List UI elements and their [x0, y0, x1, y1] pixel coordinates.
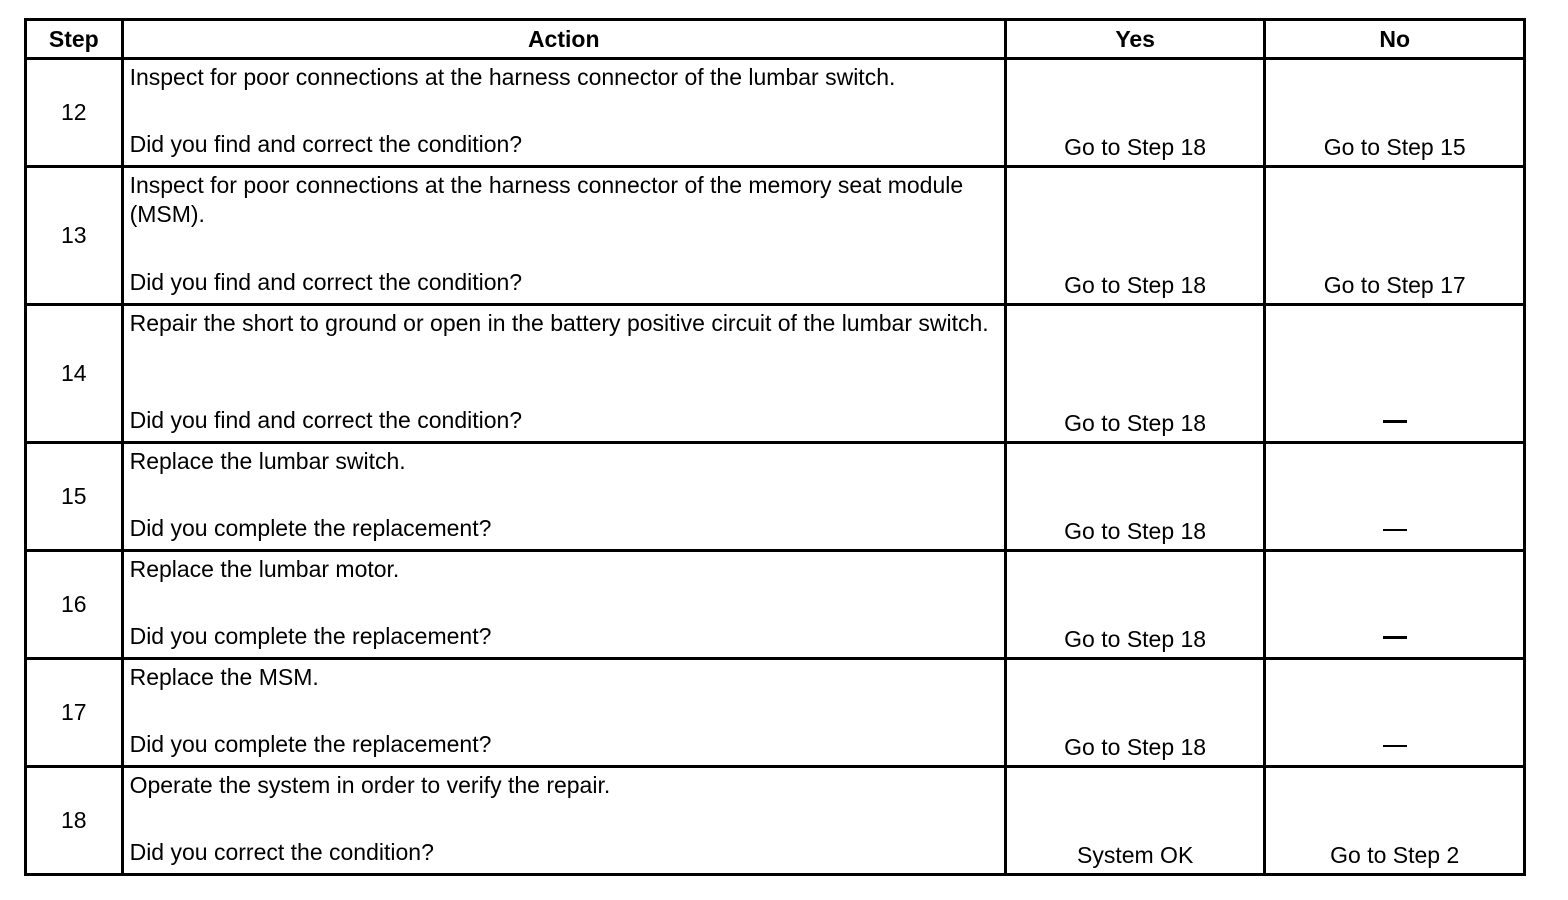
no-result: Go to Step 15 [1265, 59, 1525, 167]
dash-icon [1383, 745, 1407, 747]
action-instruction: Repair the short to ground or open in the battery positive circuit of the lumbar switch. [129, 310, 989, 336]
yes-result: Go to Step 18 [1005, 659, 1265, 767]
action-instruction: Replace the lumbar motor. [129, 556, 400, 582]
header-step: Step [26, 20, 123, 59]
action-question: Did you complete the replacement? [129, 623, 492, 649]
yes-result: Go to Step 18 [1005, 305, 1265, 443]
step-number: 16 [26, 551, 123, 659]
dash-icon [1383, 636, 1407, 639]
action-question: Did you find and correct the condition? [129, 269, 523, 295]
table-row [26, 167, 1525, 305]
header-no: No [1265, 20, 1525, 59]
header-row [26, 20, 1525, 59]
diagnostic-table [24, 18, 1526, 876]
header-yes: Yes [1005, 20, 1265, 59]
no-result: Go to Step 2 [1265, 767, 1525, 875]
action-question: Did you find and correct the condition? [129, 407, 523, 433]
action-cell [122, 443, 1005, 551]
step-number: 18 [26, 767, 123, 875]
table-row [26, 551, 1525, 659]
step-number: 17 [26, 659, 123, 767]
table-row [26, 659, 1525, 767]
no-result [1265, 443, 1525, 551]
yes-result: System OK [1005, 767, 1265, 875]
action-instruction: Operate the system in order to verify the repair. [129, 772, 611, 798]
action-instruction: Replace the lumbar switch. [129, 448, 406, 474]
yes-result: Go to Step 18 [1005, 167, 1265, 305]
action-cell [122, 59, 1005, 167]
no-result [1265, 305, 1525, 443]
action-cell [122, 767, 1005, 875]
no-result [1265, 659, 1525, 767]
action-cell [122, 551, 1005, 659]
step-number: 12 [26, 59, 123, 167]
table-row [26, 305, 1525, 443]
step-number: 14 [26, 305, 123, 443]
dash-icon [1383, 529, 1407, 531]
action-instruction: Inspect for poor connections at the harness connector of the memory seat module (MSM). [129, 172, 964, 227]
no-result [1265, 551, 1525, 659]
action-question: Did you complete the replacement? [129, 731, 492, 757]
yes-result: Go to Step 18 [1005, 443, 1265, 551]
action-question: Did you complete the replacement? [129, 515, 492, 541]
yes-result: Go to Step 18 [1005, 59, 1265, 167]
table-row [26, 767, 1525, 875]
yes-result: Go to Step 18 [1005, 551, 1265, 659]
action-cell [122, 305, 1005, 443]
header-action: Action [122, 20, 1005, 59]
action-question: Did you find and correct the condition? [129, 131, 523, 157]
table-row [26, 59, 1525, 167]
action-question: Did you correct the condition? [129, 839, 434, 865]
no-result: Go to Step 17 [1265, 167, 1525, 305]
action-cell [122, 167, 1005, 305]
dash-icon [1383, 420, 1407, 423]
table-row [26, 443, 1525, 551]
action-cell [122, 659, 1005, 767]
action-instruction: Inspect for poor connections at the harness connector of the lumbar switch. [129, 64, 896, 90]
step-number: 13 [26, 167, 123, 305]
action-instruction: Replace the MSM. [129, 664, 319, 690]
step-number: 15 [26, 443, 123, 551]
